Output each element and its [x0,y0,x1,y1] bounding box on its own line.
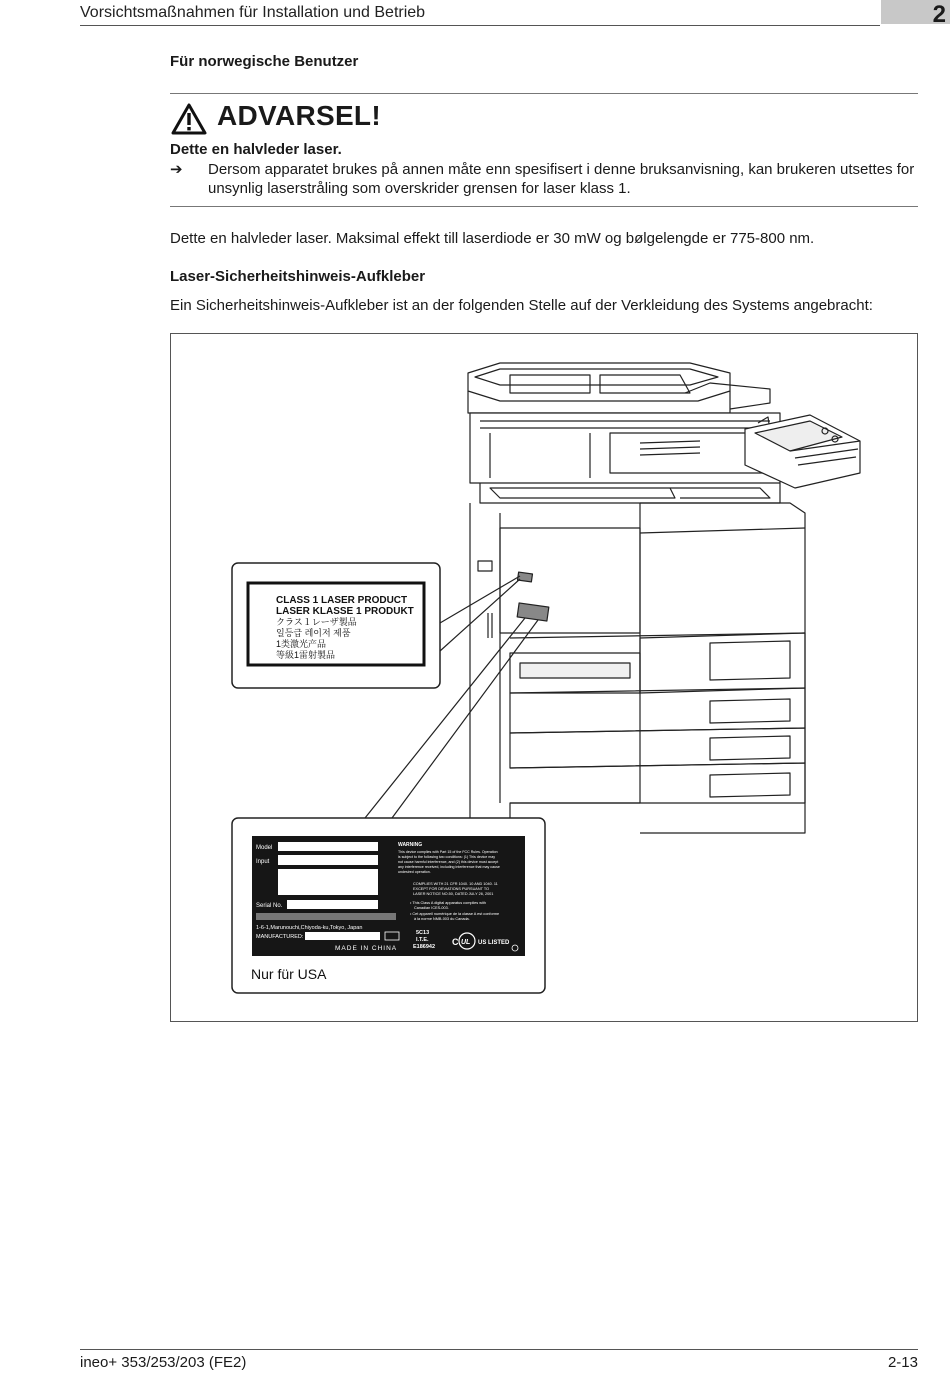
class-a-text: à la norme NMB-003 du Canada. [414,917,470,921]
fcc-text: This device complies with Part 15 of the FCC Rules. Operation [398,850,498,854]
laser-label-line: CLASS 1 LASER PRODUCT [276,595,408,606]
usa-only-caption: Nur für USA [251,966,327,982]
warning-bottom-rule [170,206,918,207]
arrow-right-icon: ➔ [170,161,183,178]
sticker-location-paragraph: Ein Sicherheitshinweis-Aufkleber ist an der folgenden Stelle auf der Verkleidung des Systems angebracht: [170,297,873,314]
ul-listed-text: US LISTED [478,940,510,946]
address-text: 1-6-1,Marunouchi,Chiyoda-ku,Tokyo, Japan [256,925,363,931]
made-in-text: MADE IN CHINA [335,945,398,952]
fcc-text: any interference received, including interference that may cause [398,865,500,869]
serial-field-label: Serial No. [256,903,283,909]
warning-subtitle: Dette en halvleder laser. [170,141,342,158]
chapter-number: 2 [881,0,950,24]
cfr-text: EXCEPT FOR DEVIATIONS PURSUANT TO [413,887,490,891]
class-a-text: • Cet appareil numérique de la classe A est conforme [410,912,500,916]
laser-label-line: LASER KLASSE 1 PRODUKT [276,606,414,617]
laser-label-line: 等級1雷射製品 [276,650,336,660]
section-title: Für norwegische Benutzer [170,53,359,70]
footer-rule [80,1349,918,1350]
warning-title: ADVARSEL! [217,100,381,131]
svg-text:C: C [452,937,459,947]
fcc-text: not cause harmful interference, and (2) this device must accept [398,860,499,864]
warning-heading: WARNING [398,842,423,848]
class-a-text: • This Class A digital apparatus complies with [410,901,486,905]
laser-label-line: 1类激光产品 [276,639,327,649]
manufactured-text: MANUFACTURED: [256,934,304,940]
page-number: 2-13 [887,1354,918,1371]
laser-spec-paragraph: Dette en halvleder laser. Maksimal effekt till laserdiode er 30 mW og bølgelengde er 775-800 nm. [170,230,815,247]
figure-frame [170,333,918,1022]
laser-label-line: 일등급 레이저 제품 [276,628,351,638]
model-field-label: Model [256,845,273,851]
fcc-text: undesired operation. [398,870,431,874]
cfr-text: LASER NOTICE NO.50, DATED JULY 26, 2001 [413,892,494,896]
header-rule [80,25,880,26]
input-field-label: Input [256,859,270,865]
code-text: E186942 [413,944,436,950]
cfr-text: COMPLIES WITH 21 CFR 1040. 10 AND 1040. 11 [413,882,498,886]
class-a-text: Canadian ICES-003. [414,906,449,910]
machine-illustration [170,333,918,1022]
running-header-title: Vorsichtsmaßnahmen für Installation und Betrieb [80,4,426,21]
code-text: 5C13 [416,930,430,936]
footer-model-name: ineo+ 353/253/203 (FE2) [80,1354,247,1371]
warning-top-rule [170,93,918,94]
laser-label-line: クラス１レーザ製品 [276,617,357,627]
code-text: I.T.E. [416,937,429,943]
fcc-text: is subject to the following two conditions: (1) This device may [398,855,496,859]
subsection-title: Laser-Sicherheitshinweis-Aufkleber [170,268,426,285]
warning-triangle-icon [171,103,207,135]
warning-text: Dersom apparatet brukes på annen måte enn spesifisert i denne bruksanvisning, kan brukeren utsettes for unsynlig laserstråling som overskrider grensen for laser klass 1. [208,161,915,197]
svg-text:UL: UL [461,939,471,946]
